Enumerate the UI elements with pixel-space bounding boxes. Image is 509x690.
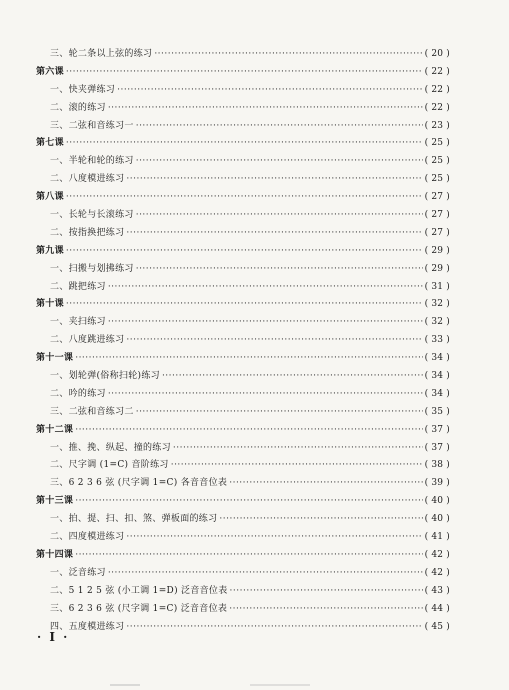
toc-entry-page: ( 32 ) bbox=[424, 317, 450, 328]
toc-entry-page: ( 38 ) bbox=[424, 460, 450, 471]
toc-chapter-row bbox=[36, 189, 450, 207]
toc-section-row bbox=[36, 583, 450, 601]
toc-chapter-row bbox=[36, 547, 450, 565]
dot-leader bbox=[66, 138, 423, 148]
toc-chapter-row bbox=[36, 243, 450, 261]
toc-chapter-row bbox=[36, 64, 450, 82]
dot-leader bbox=[66, 67, 423, 77]
toc-section-row bbox=[36, 386, 450, 404]
dot-leader bbox=[154, 49, 422, 59]
toc-entry-label: 第七课 bbox=[36, 138, 64, 149]
toc-entry-page: ( 34 ) bbox=[424, 353, 450, 364]
dot-leader bbox=[126, 174, 422, 184]
toc-section-row bbox=[36, 100, 450, 118]
toc-entry-label: 二、按指换把练习 bbox=[50, 227, 125, 238]
toc-entry-label: 一、长轮与长滚练习 bbox=[50, 210, 134, 221]
toc-entry-page: ( 43 ) bbox=[424, 585, 450, 596]
toc-entry-label: 二、5 1 2 5 弦 (小工调 1=D) 泛音音位表 bbox=[50, 585, 228, 596]
toc-entry-page: ( 34 ) bbox=[424, 388, 450, 399]
dot-leader bbox=[171, 460, 423, 470]
toc-entry-label: 一、夹扫练习 bbox=[50, 317, 106, 328]
toc-entry-page: ( 34 ) bbox=[424, 371, 450, 382]
toc-entry-label: 第十课 bbox=[36, 299, 64, 310]
toc-entry-label: 三、二弦和音练习一 bbox=[50, 120, 134, 131]
dot-leader bbox=[136, 407, 423, 417]
toc-entry-label: 一、扫搬与划拂练习 bbox=[50, 263, 134, 274]
dot-leader bbox=[126, 622, 422, 632]
toc-entry-page: ( 31 ) bbox=[424, 281, 450, 292]
toc-entry-page: ( 39 ) bbox=[424, 478, 450, 489]
toc-entry-page: ( 40 ) bbox=[424, 514, 450, 525]
toc-section-row bbox=[36, 332, 450, 350]
dot-leader bbox=[219, 514, 422, 524]
dot-leader bbox=[66, 246, 423, 256]
toc-section-row bbox=[36, 457, 450, 475]
toc-entry-page: ( 45 ) bbox=[424, 621, 450, 632]
toc-entry-label: 第十四课 bbox=[36, 549, 74, 560]
toc-entry-page: ( 22 ) bbox=[424, 84, 450, 95]
dot-leader bbox=[75, 550, 422, 560]
toc-entry-page: ( 32 ) bbox=[424, 299, 450, 310]
toc-entry-page: ( 42 ) bbox=[424, 567, 450, 578]
toc-entry-page: ( 37 ) bbox=[424, 442, 450, 453]
toc-section-row bbox=[36, 565, 450, 583]
toc-entry-page: ( 29 ) bbox=[424, 245, 450, 256]
toc-section-row bbox=[36, 118, 450, 136]
dot-leader bbox=[229, 604, 422, 614]
dot-leader bbox=[136, 156, 423, 166]
dot-leader bbox=[75, 353, 422, 363]
toc-section-row bbox=[36, 440, 450, 458]
dot-leader bbox=[126, 228, 422, 238]
dot-leader bbox=[136, 121, 423, 131]
toc-entry-page: ( 44 ) bbox=[424, 603, 450, 614]
toc-chapter-row bbox=[36, 350, 450, 368]
toc-entry-page: ( 27 ) bbox=[424, 192, 450, 203]
toc-entry-page: ( 27 ) bbox=[424, 210, 450, 221]
dot-leader bbox=[108, 103, 423, 113]
scan-mark bbox=[110, 684, 140, 686]
dot-leader bbox=[75, 496, 422, 506]
toc-entry-label: 三、6 2 3 6 弦 (尺字调 1=C) 各音音位表 bbox=[50, 478, 228, 489]
toc-entry-page: ( 33 ) bbox=[424, 335, 450, 346]
dot-leader bbox=[162, 371, 423, 381]
dot-leader bbox=[108, 317, 423, 327]
toc-entry-label: 第十二课 bbox=[36, 424, 74, 435]
dot-leader bbox=[173, 443, 423, 453]
toc-section-row bbox=[36, 46, 450, 64]
toc-entry-page: ( 40 ) bbox=[424, 496, 450, 507]
toc-entry-label: 一、拍、提、扫、扣、煞、弹板面的练习 bbox=[50, 514, 218, 525]
toc-section-row bbox=[36, 619, 450, 637]
toc-entry-label: 二、四度模进练习 bbox=[50, 532, 125, 543]
toc-entry-label: 第十三课 bbox=[36, 496, 74, 507]
dot-leader bbox=[229, 478, 422, 488]
toc-entry-label: 一、推、挽、纵起、撞的练习 bbox=[50, 442, 171, 453]
toc-section-row bbox=[36, 225, 450, 243]
toc-entry-label: 一、快夹弹练习 bbox=[50, 84, 116, 95]
toc-section-row bbox=[36, 82, 450, 100]
table-of-contents bbox=[36, 46, 450, 636]
toc-entry-page: ( 42 ) bbox=[424, 549, 450, 560]
toc-entry-page: ( 35 ) bbox=[424, 406, 450, 417]
toc-entry-label: 一、半轮和轮的练习 bbox=[50, 156, 134, 167]
dot-leader bbox=[108, 389, 423, 399]
dot-leader bbox=[108, 282, 423, 292]
toc-section-row bbox=[36, 404, 450, 422]
toc-section-row bbox=[36, 171, 450, 189]
toc-entry-label: 三、轮二条以上弦的练习 bbox=[50, 49, 153, 59]
toc-entry-label: 一、泛音练习 bbox=[50, 567, 106, 578]
toc-chapter-row bbox=[36, 422, 450, 440]
toc-section-row bbox=[36, 207, 450, 225]
toc-chapter-row bbox=[36, 135, 450, 153]
toc-section-row bbox=[36, 368, 450, 386]
toc-entry-page: ( 22 ) bbox=[424, 102, 450, 113]
toc-section-row bbox=[36, 601, 450, 619]
toc-entry-label: 四、五度模进练习 bbox=[50, 621, 125, 632]
toc-entry-page: ( 23 ) bbox=[424, 120, 450, 131]
toc-entry-page: ( 25 ) bbox=[424, 174, 450, 185]
toc-entry-label: 二、八度模进练习 bbox=[50, 174, 125, 185]
toc-entry-label: 二、跳把练习 bbox=[50, 281, 106, 292]
toc-section-row bbox=[36, 279, 450, 297]
dot-leader bbox=[126, 335, 422, 345]
dot-leader bbox=[126, 532, 422, 542]
dot-leader bbox=[66, 192, 423, 202]
dot-leader bbox=[230, 586, 423, 596]
toc-entry-label: 第八课 bbox=[36, 192, 64, 203]
toc-entry-label: 一、划轮弹(俗称扫轮)练习 bbox=[50, 371, 160, 382]
toc-entry-label: 三、二弦和音练习二 bbox=[50, 406, 134, 417]
toc-entry-page: ( 20 ) bbox=[424, 49, 450, 59]
toc-entry-page: ( 41 ) bbox=[424, 532, 450, 543]
toc-section-row bbox=[36, 261, 450, 279]
toc-entry-label: 第九课 bbox=[36, 245, 64, 256]
toc-entry-label: 第六课 bbox=[36, 66, 64, 77]
scan-mark bbox=[250, 684, 310, 686]
dot-leader bbox=[108, 568, 423, 578]
dot-leader bbox=[136, 264, 423, 274]
toc-entry-label: 二、滚的练习 bbox=[50, 102, 106, 113]
toc-entry-label: 二、尺字调 (1=C) 音阶练习 bbox=[50, 460, 169, 471]
toc-entry-label: 三、6 2 3 6 弦 (尺字调 1=C) 泛音音位表 bbox=[50, 603, 228, 614]
toc-chapter-row bbox=[36, 296, 450, 314]
page-number: · I · bbox=[37, 630, 70, 644]
toc-entry-label: 第十一课 bbox=[36, 353, 74, 364]
toc-entry-page: ( 27 ) bbox=[424, 227, 450, 238]
toc-entry-label: 二、八度跳进练习 bbox=[50, 335, 125, 346]
toc-entry-page: ( 37 ) bbox=[424, 424, 450, 435]
toc-entry-page: ( 29 ) bbox=[424, 263, 450, 274]
toc-section-row bbox=[36, 475, 450, 493]
toc-entry-page: ( 22 ) bbox=[424, 66, 450, 77]
toc-entry-label: 二、吟的练习 bbox=[50, 388, 106, 399]
toc-entry-page: ( 25 ) bbox=[424, 156, 450, 167]
toc-entry-page: ( 25 ) bbox=[424, 138, 450, 149]
dot-leader bbox=[75, 425, 422, 435]
dot-leader bbox=[66, 299, 423, 309]
dot-leader bbox=[117, 85, 422, 95]
dot-leader bbox=[136, 210, 423, 220]
toc-section-row bbox=[36, 314, 450, 332]
toc-chapter-row bbox=[36, 493, 450, 511]
toc-section-row bbox=[36, 529, 450, 547]
toc-section-row bbox=[36, 511, 450, 529]
toc-section-row bbox=[36, 153, 450, 171]
